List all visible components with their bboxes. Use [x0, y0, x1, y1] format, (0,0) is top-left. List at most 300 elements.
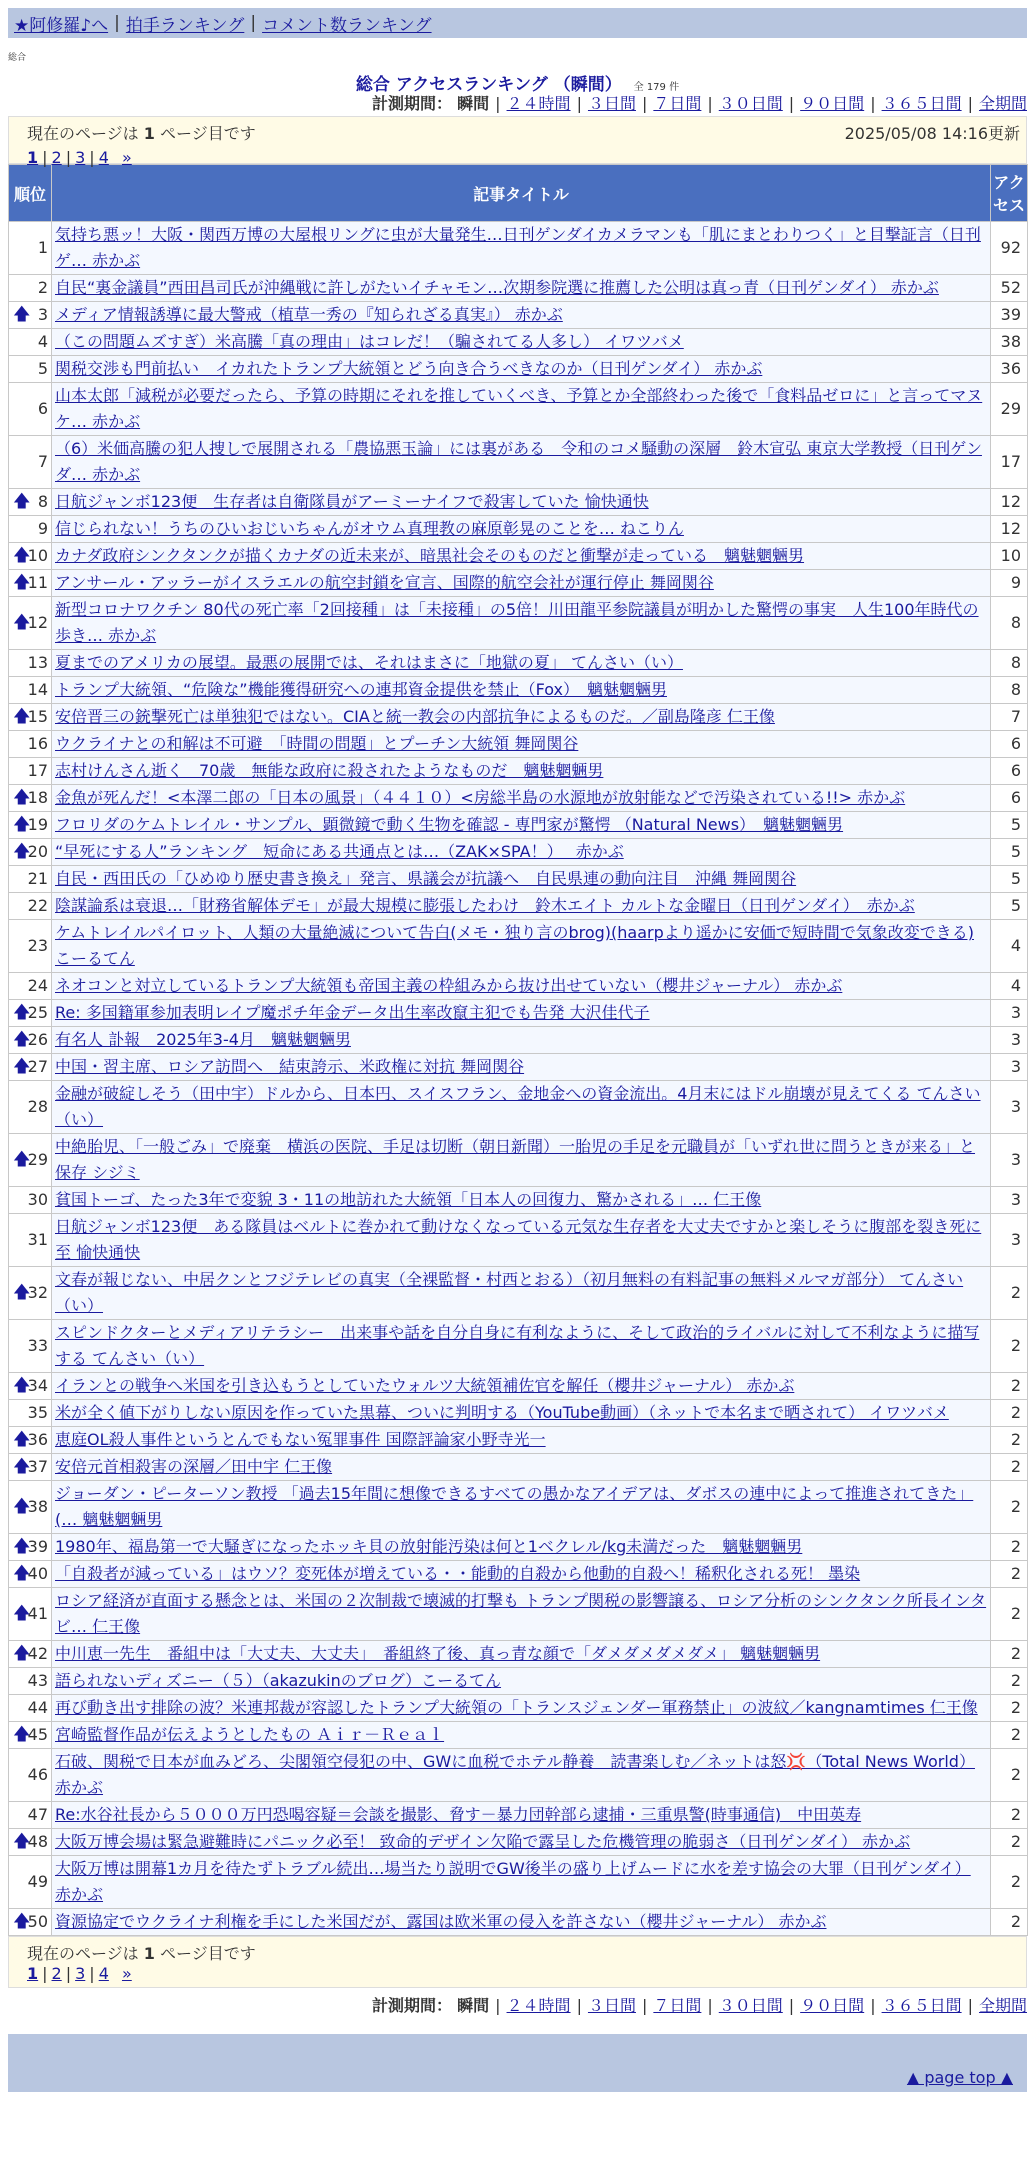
home-link[interactable]: ★阿修羅♪へ — [14, 15, 109, 36]
page-info-prefix: 現在のページは — [27, 1944, 139, 1963]
period-link[interactable]: 全期間 — [978, 94, 1027, 113]
article-link[interactable]: 大阪万博会場は緊急避難時にパニック必至！ 致命的デザイン欠陥で露呈した危機管理の脆弱さ（日刊ゲンダイ） 赤かぶ — [55, 1832, 911, 1851]
title-cell — [52, 1481, 990, 1533]
rank-up-arrow-icon: 🡅 — [13, 545, 31, 566]
rank-cell — [9, 436, 51, 488]
table-row — [9, 866, 1027, 892]
period-link[interactable]: ２４時間 — [506, 1996, 571, 2015]
article-link[interactable]: 自民・西田氏の「ひめゆり歴史書き換え」発言、県議会が抗議へ 自民県連の動向注目 沖縄 舞岡関谷 — [55, 869, 797, 888]
access-count: 6 — [991, 785, 1027, 811]
table-row — [9, 839, 1027, 865]
rank-number: 31 — [27, 1230, 48, 1249]
period-separator: | — [495, 1996, 501, 2015]
period-link[interactable]: ２４時間 — [506, 94, 571, 113]
article-link[interactable]: 文春が報じない、中居クンとフジテレビの真実（全裸監督・村西とおる）（初月無料の有料記事の無料メルマガ部分） てんさい（い） — [55, 1270, 964, 1315]
rank-cell — [9, 1134, 51, 1186]
rank-number: 47 — [27, 1805, 48, 1824]
rank-up-arrow-icon: 🡅 — [13, 572, 31, 593]
table-row — [9, 516, 1027, 542]
rank-number: 20 — [27, 842, 48, 861]
column-header-access: アクセス — [991, 165, 1027, 221]
article-link[interactable]: イランとの戦争へ米国を引き込もうとしていたウォルツ大統領補佐官を解任（櫻井ジャーナル） 赤かぶ — [55, 1376, 795, 1395]
access-count: 12 — [991, 516, 1027, 542]
rank-number: 23 — [27, 936, 48, 955]
table-row — [9, 1267, 1027, 1319]
pager-link[interactable]: 2 — [51, 1964, 62, 1983]
access-count: 6 — [991, 731, 1027, 757]
table-row — [9, 812, 1027, 838]
title-cell — [52, 1534, 990, 1560]
table-row — [9, 1320, 1027, 1372]
rank-cell — [9, 597, 51, 649]
rank-cell — [9, 893, 51, 919]
page-info-prefix: 現在のページは — [27, 124, 139, 143]
article-link[interactable]: 貧国トーゴ、たった3年で変貌 3・11の地訪れた大統領「日本人の回復力、驚かされる」… 仁王像 — [55, 1190, 762, 1209]
article-link[interactable]: 米が全く値下がりしない原因を作っていた黒幕、ついに判明する（YouTube動画）（ネットで本名まで晒されて） イワツバメ — [55, 1403, 949, 1422]
table-row — [9, 1909, 1027, 1935]
article-link[interactable]: 有名人 訃報 2025年3-4月 魑魅魍魎男 — [55, 1030, 351, 1049]
rank-number: 25 — [27, 1003, 48, 1022]
article-link[interactable]: 語られないディズニー（５）（akazukinのブログ）こーるてん — [55, 1671, 502, 1690]
article-link[interactable]: スピンドクターとメディアリテラシー 出来事や話を自分自身に有利なように、そして政治的ライバルに対して不利なように描写する てんさい（い） — [55, 1323, 980, 1368]
article-link[interactable]: 1980年、福島第一で大騒ぎになったホッキ貝の放射能汚染は何と1ベクレル/kg未満だった 魑魅魍魎男 — [55, 1537, 803, 1556]
pager-current[interactable]: 1 — [27, 148, 39, 167]
period-separator: | — [788, 94, 795, 113]
pager-separator: | — [42, 1964, 48, 1983]
page-info-text — [27, 124, 256, 143]
rank-up-arrow-icon: 🡅 — [13, 1603, 31, 1624]
table-row — [9, 1749, 1027, 1801]
table-row — [9, 1027, 1027, 1053]
rank-cell — [9, 785, 51, 811]
article-link[interactable]: 信じられない！うちのひいおじいちゃんがオウム真理教の麻原彰晃のことを… ねこりん — [55, 519, 684, 538]
access-count: 39 — [991, 302, 1027, 328]
period-label: 計測期間： — [372, 1996, 453, 2015]
table-row — [9, 1641, 1027, 1667]
article-link[interactable]: 日航ジャンボ123便 生存者は自衛隊員がアーミーナイフで殺害していた 愉快通快 — [55, 492, 649, 511]
pager-separator — [113, 1964, 118, 1983]
rank-cell — [9, 973, 51, 999]
article-link[interactable]: 中絶胎児、「一般ごみ」で廃棄 横浜の医院、手足は切断（朝日新聞）一胎児の手足を元職員が「いずれ世に問うときが来る」と保存 シジミ — [55, 1137, 976, 1182]
title-cell — [52, 758, 990, 784]
access-count: 5 — [991, 893, 1027, 919]
current-page-number: 1 — [143, 124, 155, 143]
rank-number: 1 — [37, 238, 48, 257]
access-count: 36 — [991, 356, 1027, 382]
article-link[interactable]: トランプ大統領、“危険な”機能獲得研究への連邦資金提供を禁止（Fox） 魑魅魍魎男 — [55, 680, 667, 699]
page-info-box-bottom — [8, 1936, 1027, 1988]
rank-cell — [9, 1027, 51, 1053]
table-row — [9, 650, 1027, 676]
rank-up-arrow-icon: 🡅 — [13, 706, 31, 727]
article-link[interactable]: Re: 多国籍軍参加表明レイプ魔ポチ年金データ出生率改竄主犯でも告発 大沢佳代子 — [55, 1003, 650, 1022]
table-row — [9, 1829, 1027, 1855]
rank-cell — [9, 1400, 51, 1426]
pager-link[interactable]: 3 — [75, 1964, 86, 1983]
rank-cell — [9, 1588, 51, 1640]
rank-cell — [9, 1641, 51, 1667]
rank-number: 19 — [27, 815, 48, 834]
access-count: 3 — [991, 1054, 1027, 1080]
access-count: 2 — [991, 1722, 1027, 1748]
table-row — [9, 920, 1027, 972]
page-top-bar — [8, 2064, 1027, 2092]
title-cell — [52, 543, 990, 569]
rank-number: 46 — [27, 1765, 48, 1784]
article-link[interactable]: 「自殺者が減っている」はウソ？変死体が増えている・・能動的自殺から他動的自殺へ！稀釈化される死！ 墨染 — [55, 1564, 861, 1583]
period-link[interactable]: ３６５日間 — [881, 1996, 962, 2015]
access-count: 2 — [991, 1373, 1027, 1399]
table-row — [9, 275, 1027, 301]
period-separator: | — [967, 1996, 973, 2015]
rank-cell — [9, 1427, 51, 1453]
pager-separator: | — [65, 1964, 72, 1983]
title-cell — [52, 1267, 990, 1319]
article-link[interactable]: 恵庭OL殺人事件というとんでもない冤罪事件 国際評論家小野寺光一 — [55, 1430, 546, 1449]
rank-number: 45 — [27, 1725, 48, 1744]
rank-cell — [9, 731, 51, 757]
table-header-row — [9, 165, 1027, 221]
article-link[interactable]: 金魚が死んだ！<本澤二郎の「日本の風景」（４４１０）<房総半島の水源地が放射能などで汚染されている!!> 赤かぶ — [55, 788, 906, 807]
title-cell — [52, 1561, 990, 1587]
article-link[interactable]: 中国・習主席、ロシア訪問へ 結束誇示、米政権に対抗 舞岡関谷 — [55, 1057, 525, 1076]
rank-cell — [9, 1534, 51, 1560]
rank-cell — [9, 383, 51, 435]
title-cell — [52, 1829, 990, 1855]
table-row — [9, 677, 1027, 703]
title-cell — [52, 329, 990, 355]
rank-number: 32 — [27, 1283, 48, 1302]
period-link[interactable]: ３日間 — [587, 94, 636, 113]
access-count: 2 — [991, 1454, 1027, 1480]
title-cell — [52, 866, 990, 892]
top-nav-bar — [8, 8, 1027, 38]
article-link[interactable]: ネオコンと対立しているトランプ大統領も帝国主義の枠組みから抜け出せていない（櫻井ジャーナル） 赤かぶ — [55, 976, 843, 995]
rank-number: 44 — [27, 1698, 48, 1717]
article-link[interactable]: 日航ジャンボ123便 ある隊員はベルトに巻かれて動けなくなっている元気な生存者を大丈夫ですかと楽しそうに腹部を裂き死に至 愉快通快 — [55, 1217, 982, 1262]
table-row — [9, 893, 1027, 919]
page-title-text: 総合 アクセスランキング （瞬間） — [355, 75, 622, 95]
table-row — [9, 543, 1027, 569]
rank-cell — [9, 275, 51, 301]
pager-next[interactable]: » — [121, 148, 132, 167]
rank-number: 38 — [27, 1497, 48, 1516]
access-count: 2 — [991, 1400, 1027, 1426]
access-count: 2 — [991, 1749, 1027, 1801]
pager-next[interactable]: » — [121, 1964, 132, 1983]
title-cell — [52, 1081, 990, 1133]
title-cell — [52, 812, 990, 838]
page-info-suffix: ページ目です — [160, 124, 256, 143]
pager-link[interactable]: 4 — [98, 148, 109, 167]
rank-number: 33 — [27, 1336, 48, 1355]
period-separator: | — [870, 94, 876, 113]
article-link[interactable]: 安倍晋三の銃撃死亡は単独犯ではない。CIAと統一教会の内部抗争によるものだ。／副島隆彦 仁王像 — [55, 707, 775, 726]
rank-cell — [9, 758, 51, 784]
table-row — [9, 785, 1027, 811]
rank-number: 34 — [27, 1376, 48, 1395]
period-separator: | — [576, 94, 582, 113]
rank-up-arrow-icon: 🡅 — [13, 1429, 31, 1450]
rank-number: 15 — [27, 707, 48, 726]
rank-cell — [9, 704, 51, 730]
table-row — [9, 1400, 1027, 1426]
article-link[interactable]: 中川恵一先生 番組中は「大丈夫、大丈夫」 番組終了後、真っ青な顔で「ダメダメダメダメ」 魑魅魍魎男 — [55, 1644, 821, 1663]
pager-link[interactable]: 4 — [98, 1964, 109, 1983]
period-label: 計測期間： — [372, 94, 453, 113]
rank-cell — [9, 1695, 51, 1721]
article-link[interactable]: アンサール・アッラーがイスラエルの航空封鎖を宣言、国際的航空会社が運行停止 舞岡関谷 — [55, 573, 714, 592]
pager-link[interactable]: 3 — [75, 148, 86, 167]
title-cell — [52, 1214, 990, 1266]
period-link[interactable]: ３日間 — [587, 1996, 636, 2015]
category-label: 総合 — [8, 53, 27, 63]
access-count: 8 — [991, 677, 1027, 703]
table-row — [9, 570, 1027, 596]
rank-up-arrow-icon: 🡅 — [13, 1563, 31, 1584]
rank-cell — [9, 1000, 51, 1026]
table-row — [9, 1588, 1027, 1640]
article-link[interactable]: 志村けんさん逝く 70歳 無能な政府に殺されたようなものだ 魑魅魍魎男 — [55, 761, 604, 780]
rank-number: 39 — [27, 1537, 48, 1556]
rank-number: 26 — [27, 1030, 48, 1049]
article-link[interactable]: 陰謀論系は衰退…「財務省解体デモ」が最大規模に膨張したわけ 鈴木エイト カルトな金曜日（日刊ゲンダイ） 赤かぶ — [55, 896, 915, 915]
title-cell — [52, 570, 990, 596]
rank-number: 10 — [27, 546, 48, 565]
period-separator: | — [707, 94, 713, 113]
clap-ranking-link[interactable]: 拍手ランキング — [125, 15, 245, 36]
table-row — [9, 329, 1027, 355]
title-cell — [52, 1722, 990, 1748]
rank-number: 17 — [27, 761, 48, 780]
period-selector-bottom — [0, 1994, 1027, 2018]
rank-number: 7 — [37, 452, 48, 471]
rank-up-arrow-icon: 🡅 — [13, 304, 31, 325]
article-link[interactable]: ロシア経済が直面する懸念とは、米国の２次制裁で壊滅的打撃も トランプ関税の影響譲る、ロシア分析のシンクタンク所長インタビ… 仁王像 — [55, 1591, 987, 1636]
access-count: 2 — [991, 1267, 1027, 1319]
rank-cell — [9, 356, 51, 382]
table-row — [9, 973, 1027, 999]
article-link[interactable]: フロリダのケムトレイル・サンプル、顕微鏡で動く生物を確認 - 専門家が驚愕 （Natural News） 魑魅魍魎男 — [55, 815, 844, 834]
title-cell — [52, 1187, 990, 1213]
article-link[interactable]: 資源協定でウクライナ利権を手にした米国だが、露国は欧米軍の侵入を許さない（櫻井ジャーナル） 赤かぶ — [55, 1912, 827, 1931]
rank-up-arrow-icon: 🡅 — [13, 1536, 31, 1557]
period-link[interactable]: ３０日間 — [718, 94, 783, 113]
updated-timestamp: 2025/05/08 14:16更新 — [844, 124, 1020, 143]
period-separator: | — [967, 94, 973, 113]
access-count: 7 — [991, 704, 1027, 730]
period-link[interactable]: ７日間 — [653, 94, 702, 113]
article-link[interactable]: 再び動き出す排除の波？米連邦裁が容認したトランプ大統領の「トランスジェンダー軍務禁止」の波紋／kangnamtimes 仁王像 — [55, 1698, 978, 1717]
rank-number: 27 — [27, 1057, 48, 1076]
pagination-bottom — [27, 1964, 1008, 1983]
table-row — [9, 597, 1027, 649]
period-link[interactable]: ３０日間 — [718, 1996, 783, 2015]
period-current: 瞬間 — [457, 94, 490, 113]
title-cell — [52, 1588, 990, 1640]
title-cell — [52, 1000, 990, 1026]
article-link[interactable]: 夏までのアメリカの展望。最悪の展開では、それはまさに「地獄の夏」 てんさい（い） — [55, 653, 683, 672]
period-separator: | — [495, 94, 501, 113]
pagination-top — [27, 148, 1008, 167]
title-cell — [52, 597, 990, 649]
article-link[interactable]: 関税交渉も門前払い イカれたトランプ大統領とどう向き合うべきなのか（日刊ゲンダイ） 赤かぶ — [55, 359, 763, 378]
rank-up-arrow-icon: 🡅 — [13, 1724, 31, 1745]
title-cell — [52, 383, 990, 435]
article-link[interactable]: ウクライナとの和解は不可避 「時間の問題」とプーチン大統領 舞岡関谷 — [55, 734, 579, 753]
rank-cell — [9, 222, 51, 274]
rank-cell — [9, 650, 51, 676]
table-row — [9, 1856, 1027, 1908]
access-count: 17 — [991, 436, 1027, 488]
rank-number: 18 — [27, 788, 48, 807]
table-row — [9, 436, 1027, 488]
rank-cell — [9, 489, 51, 515]
table-row — [9, 1134, 1027, 1186]
rank-cell — [9, 1829, 51, 1855]
access-count: 2 — [991, 1856, 1027, 1908]
article-link[interactable]: 大阪万博は開幕1カ月を待たずトラブル続出…場当たり説明でGW後半の盛り上げムードに水を差す協会の大罪（日刊ゲンダイ） 赤かぶ — [55, 1859, 971, 1904]
period-link[interactable]: ７日間 — [653, 1996, 702, 2015]
article-link[interactable]: 山本太郎「減税が必要だったら、予算の時期にそれを推していくべき、予算とか全部終わった後で「食料品ゼロに」と言ってマヌケ… 赤かぶ — [55, 386, 983, 431]
rank-cell — [9, 1454, 51, 1480]
period-link[interactable]: ９０日間 — [800, 1996, 865, 2015]
access-count: 2 — [991, 1829, 1027, 1855]
article-link[interactable]: 安倍元首相殺害の深層／田中宇 仁王像 — [55, 1457, 333, 1476]
rank-number: 12 — [27, 613, 48, 632]
rank-cell — [9, 1561, 51, 1587]
footer-bar — [8, 2034, 1027, 2064]
title-cell — [52, 839, 990, 865]
table-row — [9, 704, 1027, 730]
access-count: 10 — [991, 543, 1027, 569]
rank-cell — [9, 1054, 51, 1080]
rank-cell — [9, 1267, 51, 1319]
pager-link[interactable]: 2 — [51, 148, 62, 167]
article-link[interactable]: カナダ政府シンクタンクが描くカナダの近未来が、暗黒社会そのものだと衝撃が走っている 魑魅魍魎男 — [55, 546, 805, 565]
rank-up-arrow-icon: 🡅 — [13, 1643, 31, 1664]
article-link[interactable]: 自民“裏金議員”西田昌司氏が沖縄戦に許しがたいイチャモン…次期参院選に推薦した公明は真っ青（日刊ゲンダイ） 赤かぶ — [55, 278, 939, 297]
rank-cell — [9, 1749, 51, 1801]
rank-cell — [9, 329, 51, 355]
article-link[interactable]: （この問題ムズすぎ）米高騰「真の理由」はコレだ！（騙されてる人多し） イワツバメ — [55, 332, 684, 351]
table-row — [9, 1427, 1027, 1453]
rank-number: 22 — [27, 896, 48, 915]
title-cell — [52, 893, 990, 919]
access-count: 2 — [991, 1427, 1027, 1453]
rank-number: 49 — [27, 1872, 48, 1891]
title-cell — [52, 516, 990, 542]
rank-cell — [9, 1187, 51, 1213]
access-count: 5 — [991, 866, 1027, 892]
page-top-link[interactable]: ▲ page top ▲ — [906, 2068, 1013, 2087]
article-link[interactable]: （6）米価高騰の犯人捜しで展開される「農協悪玉論」には裏がある 令和のコメ騒動の深層 鈴木宣弘 東京大学教授（日刊ゲンダ… 赤かぶ — [55, 439, 982, 484]
title-cell — [52, 704, 990, 730]
article-link[interactable]: 宮崎監督作品が伝えようとしたもの Ａｉｒ－Ｒｅａｌ — [55, 1725, 445, 1744]
comment-ranking-link[interactable]: コメント数ランキング — [262, 15, 432, 36]
period-link[interactable]: ３６５日間 — [881, 94, 962, 113]
article-link[interactable]: 金融が破綻しそう（田中宇）ドルから、日本円、スイスフラン、金地金への資金流出。4月末にはドル崩壊が見えてくる てんさい（い） — [55, 1084, 981, 1129]
pager-current[interactable]: 1 — [27, 1964, 39, 1983]
period-separator: | — [707, 1996, 713, 2015]
article-link[interactable]: 気持ち悪ッ！大阪・関西万博の大屋根リングに虫が大量発生…日刊ゲンダイカメラマンも「肌にまとわりつく」と目撃証言（日刊ゲ… 赤かぶ — [55, 225, 981, 270]
title-cell — [52, 1641, 990, 1667]
table-row — [9, 1668, 1027, 1694]
rank-number: 35 — [27, 1403, 48, 1422]
rank-number: 30 — [27, 1190, 48, 1209]
article-link[interactable]: “早死にする人”ランキング 短命にある共通点とは…（ZAK×SPA！） 赤かぶ — [55, 842, 624, 861]
title-cell — [52, 650, 990, 676]
nav-separator: | — [250, 13, 257, 33]
article-link[interactable]: 新型コロナワクチン 80代の死亡率「2回接種」は「未接種」の5倍！川田龍平参院議員が明かした驚愕の事実 人生100年時代の歩き… 赤かぶ — [55, 600, 979, 645]
rank-number: 37 — [27, 1457, 48, 1476]
current-page-number: 1 — [143, 1944, 155, 1963]
title-cell — [52, 1749, 990, 1801]
title-cell — [52, 1909, 990, 1935]
rank-up-arrow-icon: 🡅 — [13, 787, 31, 808]
article-link[interactable]: Re:水谷社長から５０００万円恐喝容疑＝会談を撮影、脅す－暴力団幹部ら逮捕・三重県警(時事通信) 中田英寿 — [55, 1805, 862, 1824]
period-separator: | — [870, 1996, 876, 2015]
article-link[interactable]: 石破、関税で日本が血みどろ、尖閣領空侵犯の中、GWに血税でホテル静養 読書楽しむ／ネットは怒💢（Total News World） 赤かぶ — [55, 1752, 975, 1797]
rank-cell — [9, 812, 51, 838]
rank-number: 3 — [37, 305, 48, 324]
period-link[interactable]: ９０日間 — [800, 94, 865, 113]
article-link[interactable]: ジョーダン・ピーターソン教授 「過去15年間に想像できるすべての愚かなアイデアは、ダボスの連中によって推進されてきた」(… 魑魅魍魎男 — [55, 1484, 974, 1529]
period-separator: | — [788, 1996, 795, 2015]
rank-up-arrow-icon: 🡅 — [13, 1375, 31, 1396]
rank-number: 50 — [27, 1912, 48, 1931]
access-count: 38 — [991, 329, 1027, 355]
rank-cell — [9, 543, 51, 569]
period-link[interactable]: 全期間 — [978, 1996, 1027, 2015]
rank-number: 2 — [37, 278, 48, 297]
rank-cell — [9, 516, 51, 542]
rank-number: 41 — [27, 1604, 48, 1623]
rank-number: 28 — [27, 1097, 48, 1116]
table-row — [9, 1187, 1027, 1213]
access-count: 8 — [991, 650, 1027, 676]
title-cell — [52, 436, 990, 488]
rank-cell — [9, 1481, 51, 1533]
access-count: 92 — [991, 222, 1027, 274]
table-row — [9, 1054, 1027, 1080]
access-count: 2 — [991, 1320, 1027, 1372]
article-link[interactable]: メディア情報誘導に最大警戒（植草一秀の『知られざる真実』） 赤かぶ — [55, 305, 563, 324]
title-cell — [52, 1373, 990, 1399]
access-count: 5 — [991, 812, 1027, 838]
table-row — [9, 1534, 1027, 1560]
access-count: 5 — [991, 839, 1027, 865]
title-cell — [52, 1400, 990, 1426]
rank-cell — [9, 570, 51, 596]
access-count: 3 — [991, 1081, 1027, 1133]
rank-number: 36 — [27, 1430, 48, 1449]
pager-separator: | — [89, 148, 95, 167]
period-separator: | — [641, 1996, 648, 2015]
rank-up-arrow-icon: 🡅 — [13, 1496, 31, 1517]
table-row — [9, 1000, 1027, 1026]
article-link[interactable]: ケムトレイルパイロット、人類の大量絶滅について告白(メモ・独り言のbrog)(haarpより遥かに安価で短時間で気象改変できる) こーるてん — [55, 923, 974, 968]
table-row — [9, 1802, 1027, 1828]
access-count: 6 — [991, 758, 1027, 784]
title-cell — [52, 677, 990, 703]
rank-number: 24 — [27, 976, 48, 995]
rank-up-arrow-icon: 🡅 — [13, 1056, 31, 1077]
rank-number: 29 — [27, 1150, 48, 1169]
rank-cell — [9, 302, 51, 328]
access-count: 8 — [991, 597, 1027, 649]
access-count: 2 — [991, 1534, 1027, 1560]
